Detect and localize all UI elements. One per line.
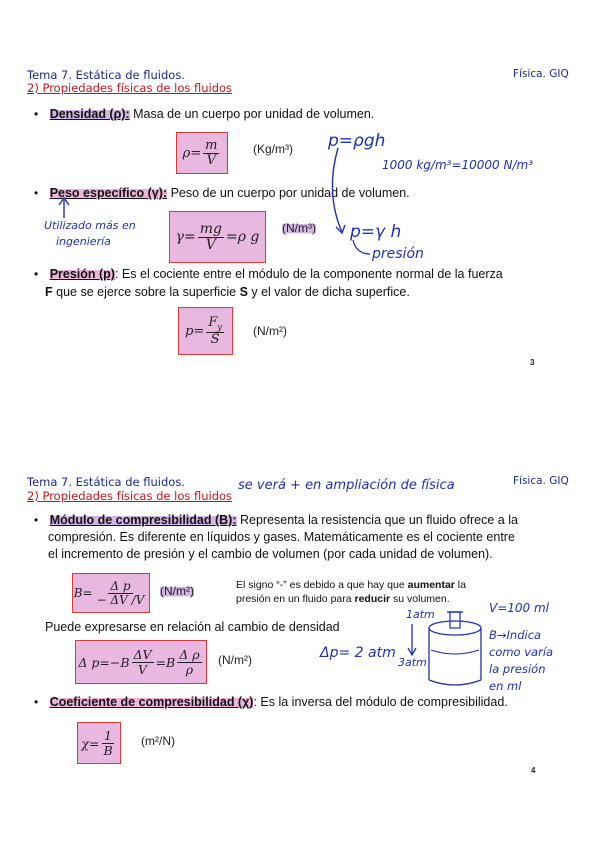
page-number: 4	[531, 766, 536, 775]
formula-denominator: S	[210, 331, 220, 347]
handwritten-explain-3: la presión	[489, 662, 546, 676]
force-subscript: y	[217, 322, 222, 332]
note-text-d: su volumen.	[390, 593, 450, 605]
handwritten-water-density: 1000 kg/m³=10000 N/m³	[382, 158, 534, 172]
handwritten-explain-1: B→Indica	[489, 628, 542, 642]
formula-numerator: ΔV	[133, 647, 152, 663]
bulk-modulus-term: Módulo de compresibilidad (B):	[49, 513, 237, 527]
formula-numerator: Δ p	[110, 578, 131, 593]
compressibility-definition	[34, 694, 579, 711]
pressure-unit: (N/m²)	[253, 324, 287, 338]
handwritten-extension-note: se verá + en ampliación de física	[238, 478, 455, 493]
density-unit: (Kg/m³)	[253, 142, 293, 156]
handwritten-p-3atm: 3atm	[398, 656, 427, 669]
handwritten-explain-4: en ml	[489, 679, 522, 693]
handwritten-delta-p: Δp= 2 atm	[320, 645, 396, 661]
handwritten-p-gamma-h: p=γ h	[350, 222, 402, 242]
formula-lhs: γ=	[175, 229, 196, 245]
formula-numerator: mg	[199, 220, 222, 237]
formula-denominator: V	[138, 661, 148, 677]
compressibility-unit: (m²/N)	[141, 734, 175, 748]
formula-middle: =B	[155, 654, 176, 670]
slide1-header: Tema 7. Estática de fluidos.	[27, 68, 185, 82]
handwritten-engineering: ingeniería	[56, 235, 111, 248]
bullet: •	[34, 513, 39, 527]
force-symbol: F	[45, 285, 53, 299]
formula-numerator: m	[205, 137, 218, 153]
handwritten-p-1atm: 1atm	[406, 608, 435, 621]
formula-denominator: ρ	[185, 661, 194, 677]
specific-weight-text: Peso de un cuerpo por unidad de volumen.	[167, 186, 410, 200]
specific-weight-term: Peso específico (γ):	[49, 186, 168, 200]
bulk-modulus-unit: (N/m²)	[160, 584, 194, 598]
compressibility-term: Coeficiente de compresibilidad (χ)	[49, 695, 254, 709]
formula-lhs: Δ p=−B	[78, 654, 130, 670]
bullet: •	[34, 107, 39, 121]
slide2-course-label: Física. GIQ	[513, 475, 569, 487]
specific-weight-unit: (N/m³)	[282, 221, 316, 235]
formula-numerator: Δ ρ	[179, 647, 200, 663]
compressibility-formula	[77, 722, 121, 764]
formula-rhs: =ρ g	[225, 229, 260, 245]
page-number: 3	[530, 358, 535, 367]
density-term: Densidad (ρ):	[49, 107, 130, 121]
formula-lhs: p=	[185, 323, 205, 339]
density-text: Masa de un cuerpo por unidad de volumen.	[129, 107, 375, 121]
slide2-subheader: 2) Propiedades físicas de los fluidos	[27, 489, 233, 503]
handwritten-used-more: Utilizado más en	[44, 219, 136, 232]
handwritten-p-rho-g-h: p=ρgh	[328, 131, 386, 151]
bulk-modulus-text-line1: Representa la resistencia que un fluido ofrece a la	[236, 513, 518, 527]
note-text-b: la	[454, 579, 466, 591]
formula-lhs: ρ=	[182, 145, 202, 161]
force-letter: F	[208, 314, 218, 330]
slide2-header: Tema 7. Estática de fluidos.	[27, 475, 185, 489]
formula-denominator: V	[205, 236, 216, 253]
note-text-c: presión en un fluido para	[236, 593, 355, 605]
note-bold-increase: aumentar	[407, 579, 455, 591]
formula-numerator: 1	[104, 728, 112, 744]
bulk-modulus-line2: compresión. Es diferente en líquidos y gases. Matemáticamente es el cociente entre	[48, 530, 515, 544]
pressure-term: Presión (p)	[49, 267, 115, 281]
slide1-subheader: 2) Propiedades físicas de los fluidos	[27, 81, 233, 95]
handwritten-presion: presión	[372, 246, 424, 262]
formula-lhs: χ=	[81, 735, 100, 751]
handwritten-v-100ml: V=100 ml	[489, 601, 550, 615]
density-relation-text: Puede expresarse en relación al cambio de densidad	[45, 620, 340, 634]
compressibility-text: : Es la inversa del módulo de compresibilidad.	[253, 695, 508, 709]
surface-symbol: S	[239, 285, 248, 299]
formula-lhs: B=	[73, 586, 93, 600]
formula-denominator: V	[206, 152, 216, 168]
formula-denominator: − ΔV /V	[96, 592, 145, 607]
handwritten-explain-2: como varía	[489, 645, 554, 659]
formula-fraction	[101, 729, 114, 756]
slide1-course-label: Física. GIQ	[513, 68, 569, 80]
pressure-text-line2a: que se ejerce sobre la superficie	[52, 285, 240, 299]
formula-denominator: B	[103, 742, 113, 758]
bulk-modulus-line3: el incremento de presión y el cambio de volumen (por cada unidad de volumen).	[48, 547, 493, 561]
density-relation-unit: (N/m²)	[218, 653, 252, 667]
note-text-a: El signo “-” es debido a que hay que	[236, 579, 408, 591]
bullet: •	[34, 267, 39, 281]
pressure-text-line2b: y el valor de dicha superfice.	[247, 285, 410, 299]
pressure-text-line1: : Es el cociente entre el módulo de la componente normal de la fuerza	[114, 267, 503, 281]
note-bold-reduce: reducir	[354, 593, 391, 605]
bullet: •	[34, 186, 39, 200]
bullet: •	[34, 695, 39, 709]
